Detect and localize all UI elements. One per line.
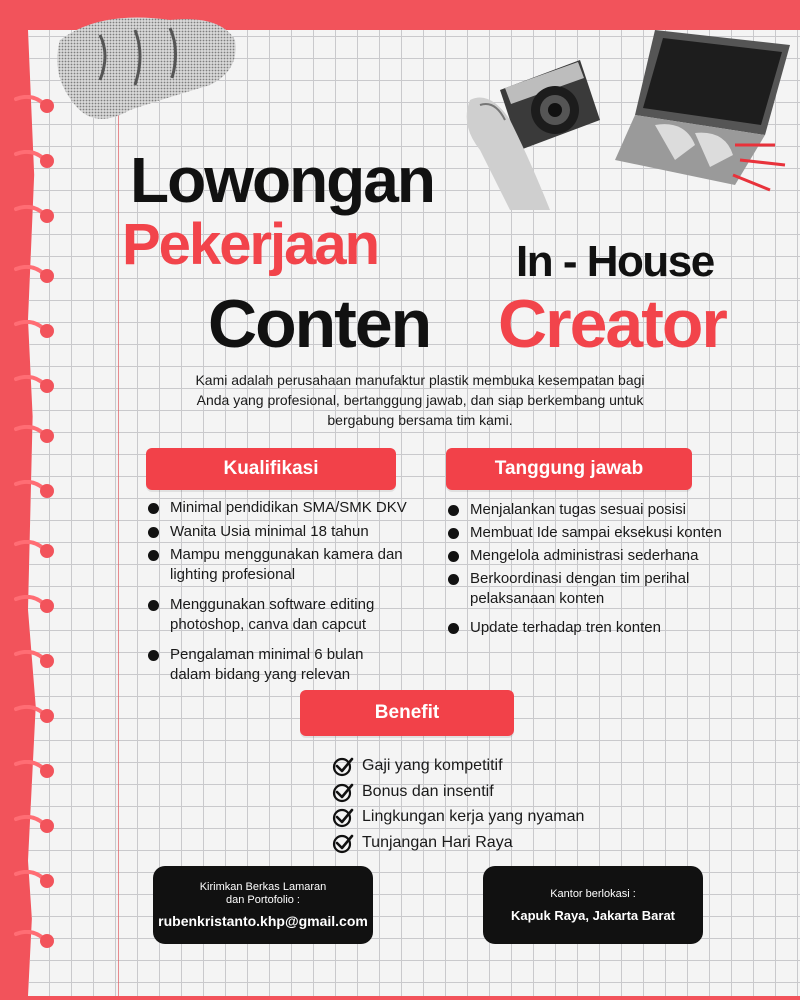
title-line2: Pekerjaan [122,212,379,277]
benefit-label: Gaji yang kompetitif [362,757,503,774]
binder-hole [14,150,56,170]
kualifikasi-item: Minimal pendidikan SMA/SMK DKV [148,498,428,518]
binder-hole [14,480,56,500]
kualifikasi-heading: Kualifikasi [146,448,396,490]
office-location: Kapuk Raya, Jakarta Barat [510,908,676,923]
binder-hole [14,425,56,445]
binder-hole [14,265,56,285]
benefit-label: Lingkungan kerja yang nyaman [362,808,585,825]
binder-hole [14,650,56,670]
binder-hole [14,870,56,890]
binder-hole [14,760,56,780]
contact-label-line1: Kirimkan Berkas Lamaran [199,881,327,893]
title-creator: Creator [498,286,726,362]
binder-hole [14,540,56,560]
margin-line [118,30,119,996]
tanggung-jawab-item: Mengelola administrasi sederhana [448,546,748,566]
benefit-item [332,780,584,804]
check-circle-icon [332,832,354,854]
contact-box [153,866,373,944]
tanggung-jawab-heading: Tanggung jawab [446,448,692,490]
check-circle-icon [332,781,354,803]
contact-label-line2: dan Portofolio : [226,894,300,906]
office-box [483,866,703,944]
binder-hole [14,595,56,615]
binder-hole [14,705,56,725]
binder-hole [14,375,56,395]
benefit-item [332,754,584,778]
tanggung-jawab-item: Update terhadap tren konten [448,618,748,638]
check-circle-icon [332,755,354,777]
kualifikasi-item: Menggunakan software editing photoshop, canva dan capcut [148,595,420,635]
camera-in-hand-image [460,30,610,210]
kualifikasi-item: Wanita Usia minimal 18 tahun [148,522,428,542]
tanggung-jawab-item: Membuat Ide sampai eksekusi konten [448,523,748,543]
tanggung-jawab-item: Berkoordinasi dengan tim perihal pelaksanaan konten [448,569,720,609]
office-label: Kantor berlokasi : [550,888,636,900]
binder-hole [14,320,56,340]
intro-text: Kami adalah perusahaan manufaktur plastik membuka kesempatan bagi Anda yang profesional, bertanggung jawab, dan siap berkembang untuk bergabung bersama tim kami. [195,372,645,428]
benefit-list [332,754,584,856]
binder-hole [14,930,56,950]
benefit-item [332,831,584,855]
kualifikasi-item: Mampu menggunakan kamera dan lighting profesional [148,545,420,585]
benefit-label: Bonus dan insentif [362,782,494,800]
laptop-typing-image [615,25,800,200]
benefit-label: Tunjangan Hari Raya [362,833,513,851]
title-line1: Lowongan [130,144,434,216]
tanggung-jawab-item: Menjalankan tugas sesuai posisi [448,500,748,520]
kualifikasi-list [148,498,428,685]
kualifikasi-item: Pengalaman minimal 6 bulan dalam bidang yang relevan [148,645,390,685]
benefit-heading: Benefit [300,690,514,736]
binder-hole [14,815,56,835]
tanggung-jawab-list [448,500,748,638]
contact-email[interactable]: rubenkristanto.khp@gmail.com [158,913,368,929]
title-conten: Conten [208,286,431,362]
binder-hole [14,205,56,225]
fist-image [40,0,240,140]
benefit-item [332,805,584,829]
title-in-house: In - House [516,237,714,286]
check-circle-icon [332,806,354,828]
